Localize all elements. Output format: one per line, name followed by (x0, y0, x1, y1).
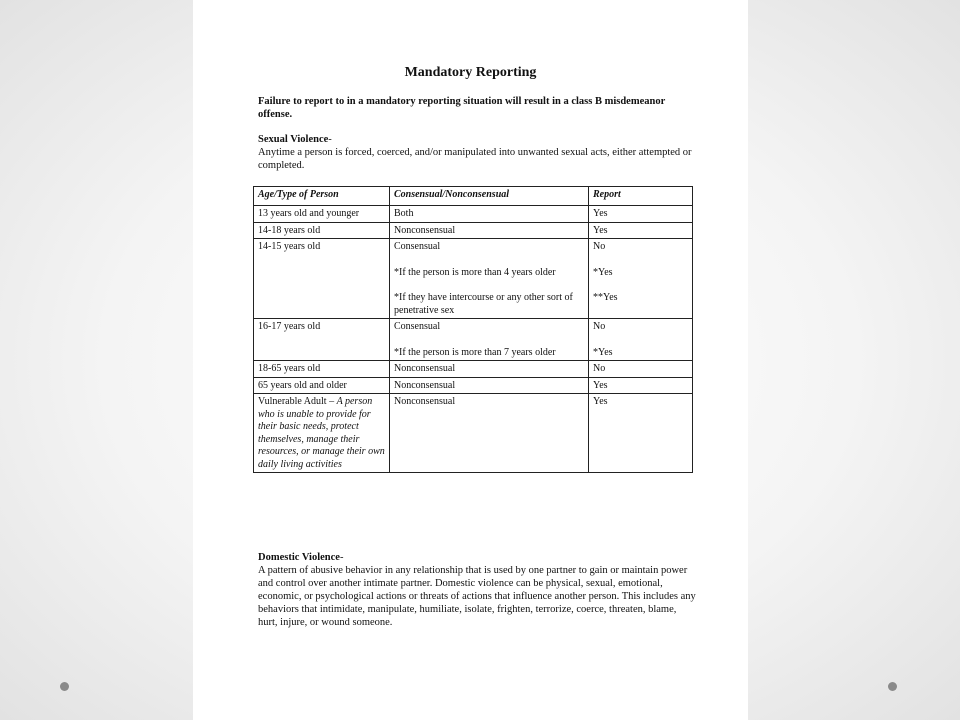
consent-condition-line: *If they have intercourse or any other sort of penetrative sex (394, 292, 573, 316)
warning-text: Failure to report to in a mandatory reporting situation will result in a class B misdemeanor offense. (258, 96, 666, 120)
report-line: No (593, 321, 606, 332)
report-cell: Yes (589, 206, 693, 223)
table-header-row (254, 187, 693, 206)
page-title: Mandatory Reporting (404, 65, 537, 80)
vulnerable-adult-separator: – (326, 396, 337, 407)
domestic-violence-section (258, 551, 698, 629)
table-row (254, 319, 693, 361)
sexual-violence-section (258, 133, 698, 172)
document-page (193, 0, 748, 720)
vulnerable-adult-label: Vulnerable Adult (258, 396, 327, 407)
report-condition-line: *Yes (593, 266, 613, 278)
domestic-violence-text: A pattern of abusive behavior in any relationship that is used by one partner to gain or maintain power and control over another intimate partner. Domestic violence can be physical, sexual, emotional, economic, or psychological actions or threats of actions that influence another person. This includes any behaviors that intimidate, manipulate, humiliate, isolate, frighten, terrorize, coerce, threaten, blame, hurt, injure, or wound someone. (258, 565, 696, 628)
slide-decoration-dot-left (60, 682, 69, 691)
report-cell (589, 319, 693, 361)
age-cell: 14-18 years old (254, 222, 390, 239)
age-cell: 65 years old and older (254, 377, 390, 394)
table-row (254, 222, 693, 239)
consent-cell: Both (390, 206, 589, 223)
slide-decoration-dot-right (888, 682, 897, 691)
consent-cell: Nonconsensual (390, 222, 589, 239)
table-row (254, 377, 693, 394)
sexual-violence-text: Anytime a person is forced, coerced, and/or manipulated into unwanted sexual acts, either attempted or completed. (258, 147, 692, 171)
table-row (254, 394, 693, 473)
consent-cell: Nonconsensual (390, 361, 589, 378)
domestic-violence-dash: - (339, 552, 344, 563)
report-cell: No (589, 361, 693, 378)
age-cell: 13 years old and younger (254, 206, 390, 223)
age-cell: 16-17 years old (254, 319, 390, 361)
age-cell: 18-65 years old (254, 361, 390, 378)
report-line: No (593, 241, 606, 252)
domestic-violence-heading: Domestic Violence (258, 552, 340, 563)
consent-condition-line: *If the person is more than 7 years older (394, 346, 556, 358)
table-row (254, 239, 693, 319)
consent-line: Consensual (394, 321, 441, 332)
header-age-type: Age/Type of Person (254, 187, 390, 206)
age-cell: 14-15 years old (254, 239, 390, 319)
consent-condition-line: *If the person is more than 4 years older (394, 266, 556, 278)
consent-cell: Nonconsensual (390, 394, 589, 473)
report-cell: Yes (589, 222, 693, 239)
age-cell (254, 394, 390, 473)
header-report: Report (589, 187, 693, 206)
report-cell: Yes (589, 377, 693, 394)
report-condition-line: *Yes (593, 346, 613, 358)
consent-cell (390, 319, 589, 361)
sexual-violence-dash: - (328, 134, 332, 145)
reporting-table (253, 186, 693, 473)
sexual-violence-heading: Sexual Violence (258, 134, 329, 145)
header-consent: Consensual/Nonconsensual (390, 187, 589, 206)
consent-cell: Nonconsensual (390, 377, 589, 394)
table-row (254, 206, 693, 223)
report-cell (589, 239, 693, 319)
vulnerable-adult-description: A person who is unable to provide for their basic needs, protect themselves, manage their resources, or manage their own daily living activities (258, 396, 385, 470)
report-condition-line: **Yes (593, 292, 618, 303)
consent-cell (390, 239, 589, 319)
consent-line: Consensual (394, 241, 441, 252)
report-cell: Yes (589, 394, 693, 473)
table-row (254, 361, 693, 378)
